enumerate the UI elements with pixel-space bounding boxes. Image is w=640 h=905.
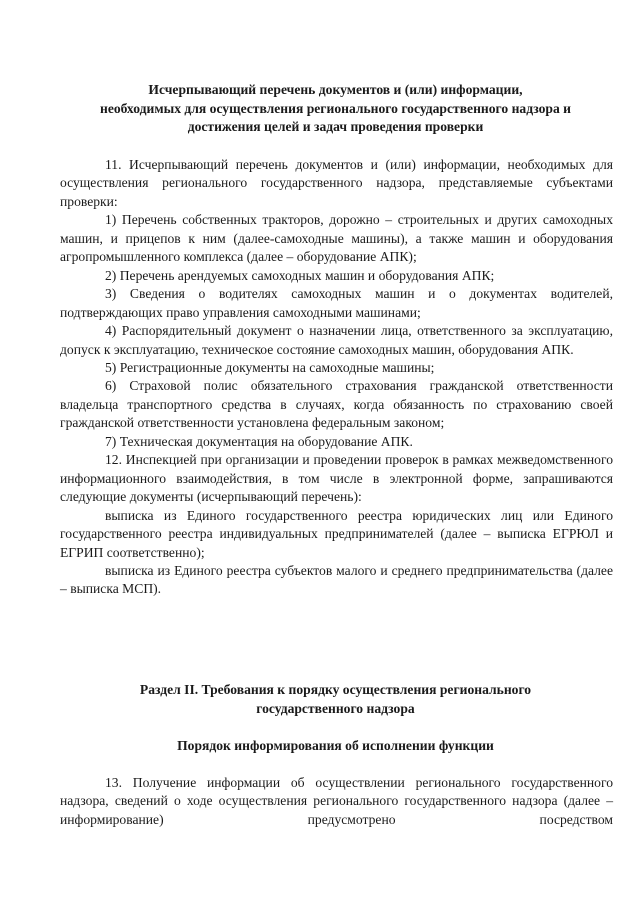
list-item-6: 6) Страховой полис обязательного страхования гражданской ответственности владельца транспортного средства в случаях, когда обязанность по страхованию своей гражданской ответственности установлена федеральным законом; bbox=[60, 378, 613, 431]
list-item-egrul: выписка из Единого государственного реестра юридических лиц или Единого государственного реестра индивидуальных предпринимателей (далее – выписка ЕГРЮЛ и ЕГРИП соответственно); bbox=[60, 507, 613, 560]
paragraph-12: 12. Инспекцией при организации и проведении проверок в рамках межведомственного информационного взаимодействия, в том числе в электронной форме, запрашиваются следующие документы (исчерпывающий перечень): bbox=[60, 452, 613, 505]
body-paragraphs-2 bbox=[60, 774, 613, 829]
checklist-heading bbox=[58, 81, 613, 137]
heading-line: достижения целей и задач проведения проверки bbox=[187, 119, 484, 134]
heading-line: Исчерпывающий перечень документов и (или) информации, bbox=[148, 82, 523, 97]
list-item-2: 2) Перечень арендуемых самоходных машин и оборудования АПК; bbox=[105, 267, 495, 283]
list-item-7: 7) Техническая документация на оборудование АПК. bbox=[105, 433, 413, 449]
list-item-4: 4) Распорядительный документ о назначении лица, ответственного за эксплуатацию, допуск к эксплуатацию, техническое состояние самоходных машин, оборудования АПК. bbox=[60, 323, 613, 357]
list-item-5: 5) Регистрационные документы на самоходные машины; bbox=[105, 359, 435, 375]
heading-line: Порядок информирования об исполнении функции bbox=[177, 738, 494, 753]
info-procedure-heading bbox=[58, 737, 613, 756]
list-item-3: 3) Сведения о водителях самоходных машин и о документах водителей, подтверждающих право управления самоходными машинами; bbox=[60, 286, 613, 320]
heading-line: Раздел II. Требования к порядку осуществления регионального bbox=[139, 682, 532, 697]
paragraph-13: 13. Получение информации об осуществлении регионального государственного надзора, сведений о ходе осуществления регионального государственного надзора (далее – информирование) предусмотрено посредством bbox=[60, 775, 613, 827]
section-2-heading bbox=[58, 681, 613, 718]
body-paragraphs-1 bbox=[60, 156, 613, 599]
heading-line: государственного надзора bbox=[256, 700, 415, 716]
paragraph-11: 11. Исчерпывающий перечень документов и (или) информации, необходимых для осуществления регионального государственного надзора, представляемые субъектами проверки: bbox=[60, 157, 613, 209]
list-item-msp: выписка из Единого реестра субъектов малого и среднего предпринимательства (далее – выписка МСП). bbox=[60, 562, 613, 597]
list-item-1: 1) Перечень собственных тракторов, дорожно – строительных и других самоходных машин, и прицепов к ним (далее-самоходные машины), а также машин и оборудования агропромышленного комплекса (далее – оборудование АПК); bbox=[60, 212, 613, 265]
heading-line: необходимых для осуществления регионального государственного надзора и bbox=[99, 100, 572, 116]
